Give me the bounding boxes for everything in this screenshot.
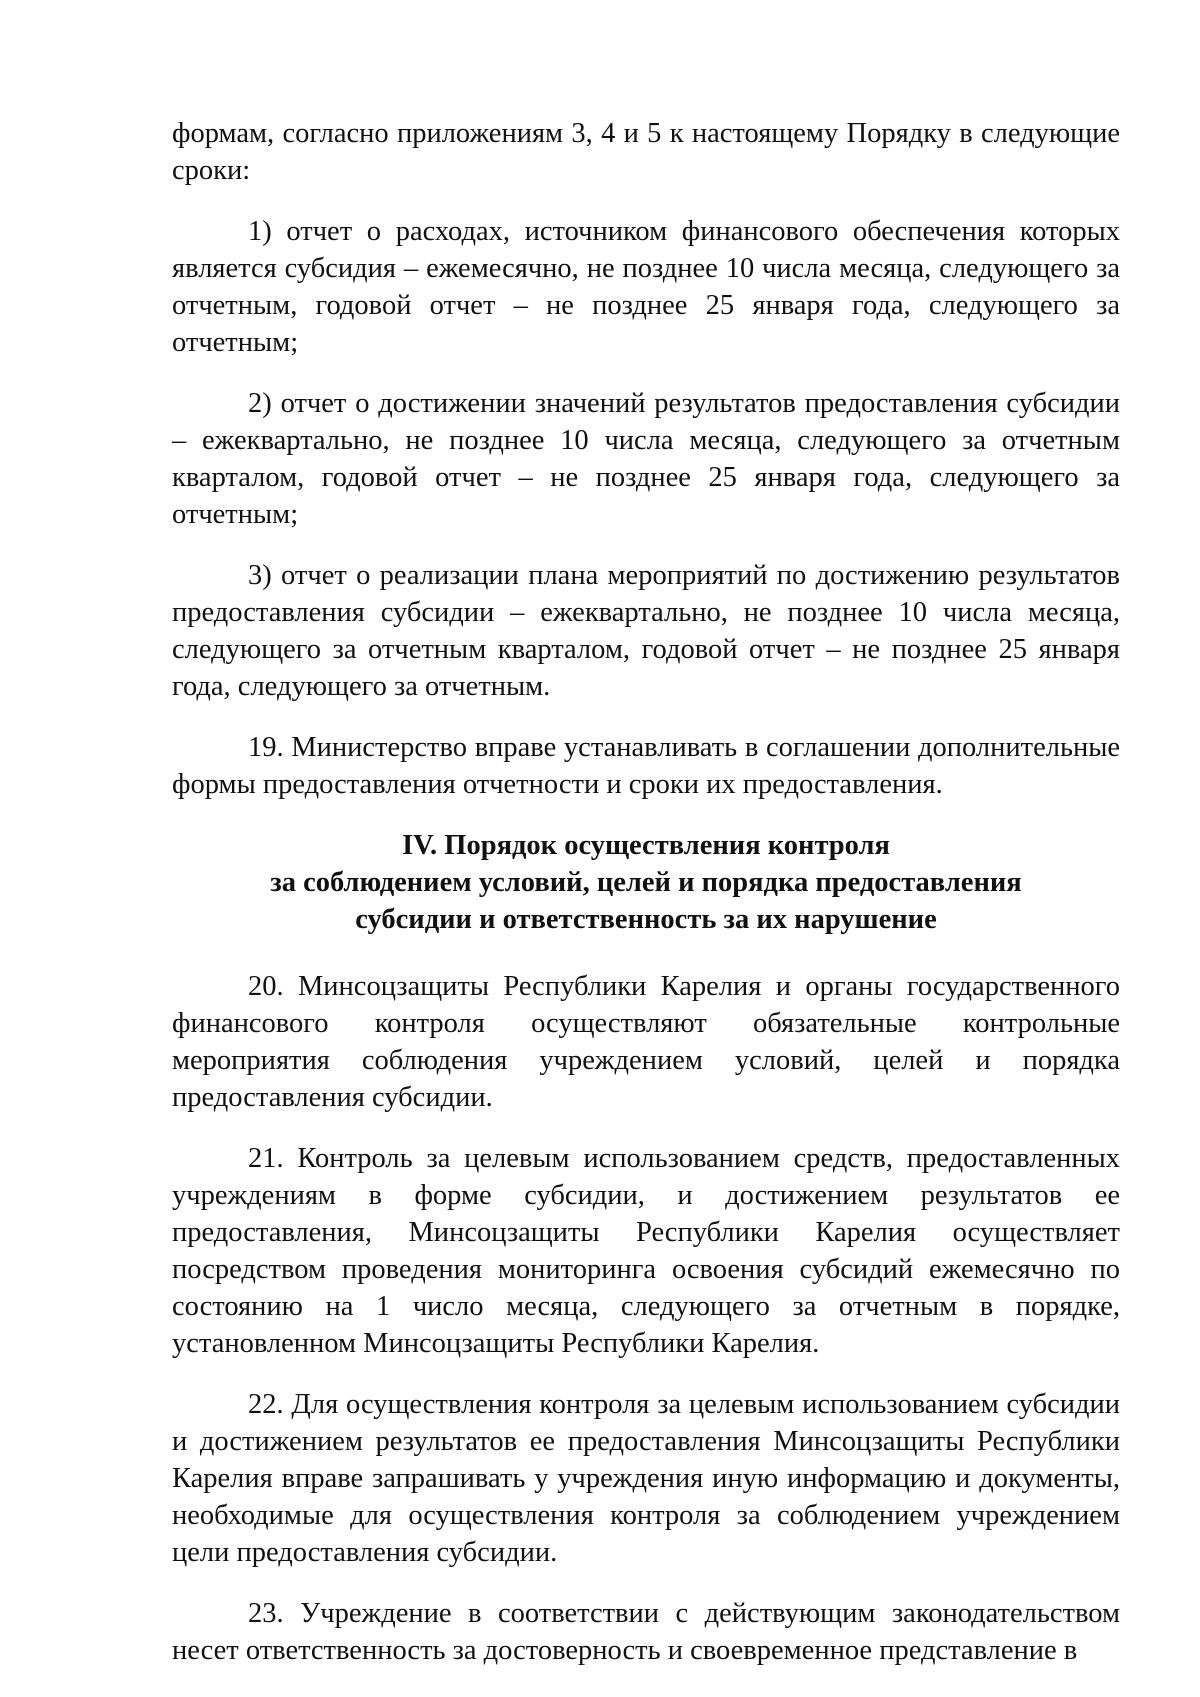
document-body xyxy=(172,115,1120,1693)
paragraph-continuation: формам, согласно приложениям 3, 4 и 5 к настоящему Порядку в следующие сроки: xyxy=(172,118,1120,186)
paragraph-19: 19. Министерство вправе устанавливать в соглашении дополнительные формы предоставления отчетности и сроки их предоставления. xyxy=(172,732,1120,800)
paragraph-item-3: 3) отчет о реализации плана мероприятий по достижению результатов предоставления субсидии – ежеквартально, не позднее 10 числа месяца, следующего за отчетным кварталом, годовой отчет – не позднее 25 января года, следующего за отчетным. xyxy=(172,560,1120,702)
section-heading-line: IV. Порядок осуществления контроля xyxy=(402,830,890,861)
paragraph-item-2: 2) отчет о достижении значений результатов предоставления субсидии – ежеквартально, не позднее 10 числа месяца, следующего за отчетным кварталом, годовой отчет – не позднее 25 января года, следующего за отчетным; xyxy=(172,388,1120,530)
section-heading-line: за соблюдением условий, целей и порядка предоставления xyxy=(270,867,1022,898)
paragraph-20: 20. Минсоцзащиты Республики Карелия и органы государственного финансового контроля осуществляют обязательные контрольные мероприятия соблюдения учреждением условий, целей и порядка предоставления субсидии. xyxy=(172,971,1120,1113)
paragraph-22: 22. Для осуществления контроля за целевым использованием субсидии и достижением результатов ее предоставления Минсоцзащиты Республики Карелия вправе запрашивать у учреждения иную информацию и документы, необходимые для осуществления контроля за соблюдением учреждением цели предоставления субсидии. xyxy=(172,1389,1120,1568)
paragraph-23: 23. Учреждение в соответствии с действующим законодательством несет ответственность за достоверность и своевременное представление в xyxy=(172,1598,1120,1666)
section-heading xyxy=(172,827,1120,938)
section-heading-line: субсидии и ответственность за их нарушение xyxy=(355,904,937,935)
paragraph-item-1: 1) отчет о расходах, источником финансового обеспечения которых является субсидия – ежемесячно, не позднее 10 числа месяца, следующего за отчетным, годовой отчет – не позднее 25 января года, следующего за отчетным; xyxy=(172,216,1120,358)
paragraph-21: 21. Контроль за целевым использованием средств, предоставленных учреждениям в форме субсидии, и достижением результатов ее предоставления, Минсоцзащиты Республики Карелия осуществляет посредством проведения мониторинга освоения субсидий ежемесячно по состоянию на 1 число месяца, следующего за отчетным в порядке, установленном Минсоцзащиты Республики Карелия. xyxy=(172,1143,1120,1359)
